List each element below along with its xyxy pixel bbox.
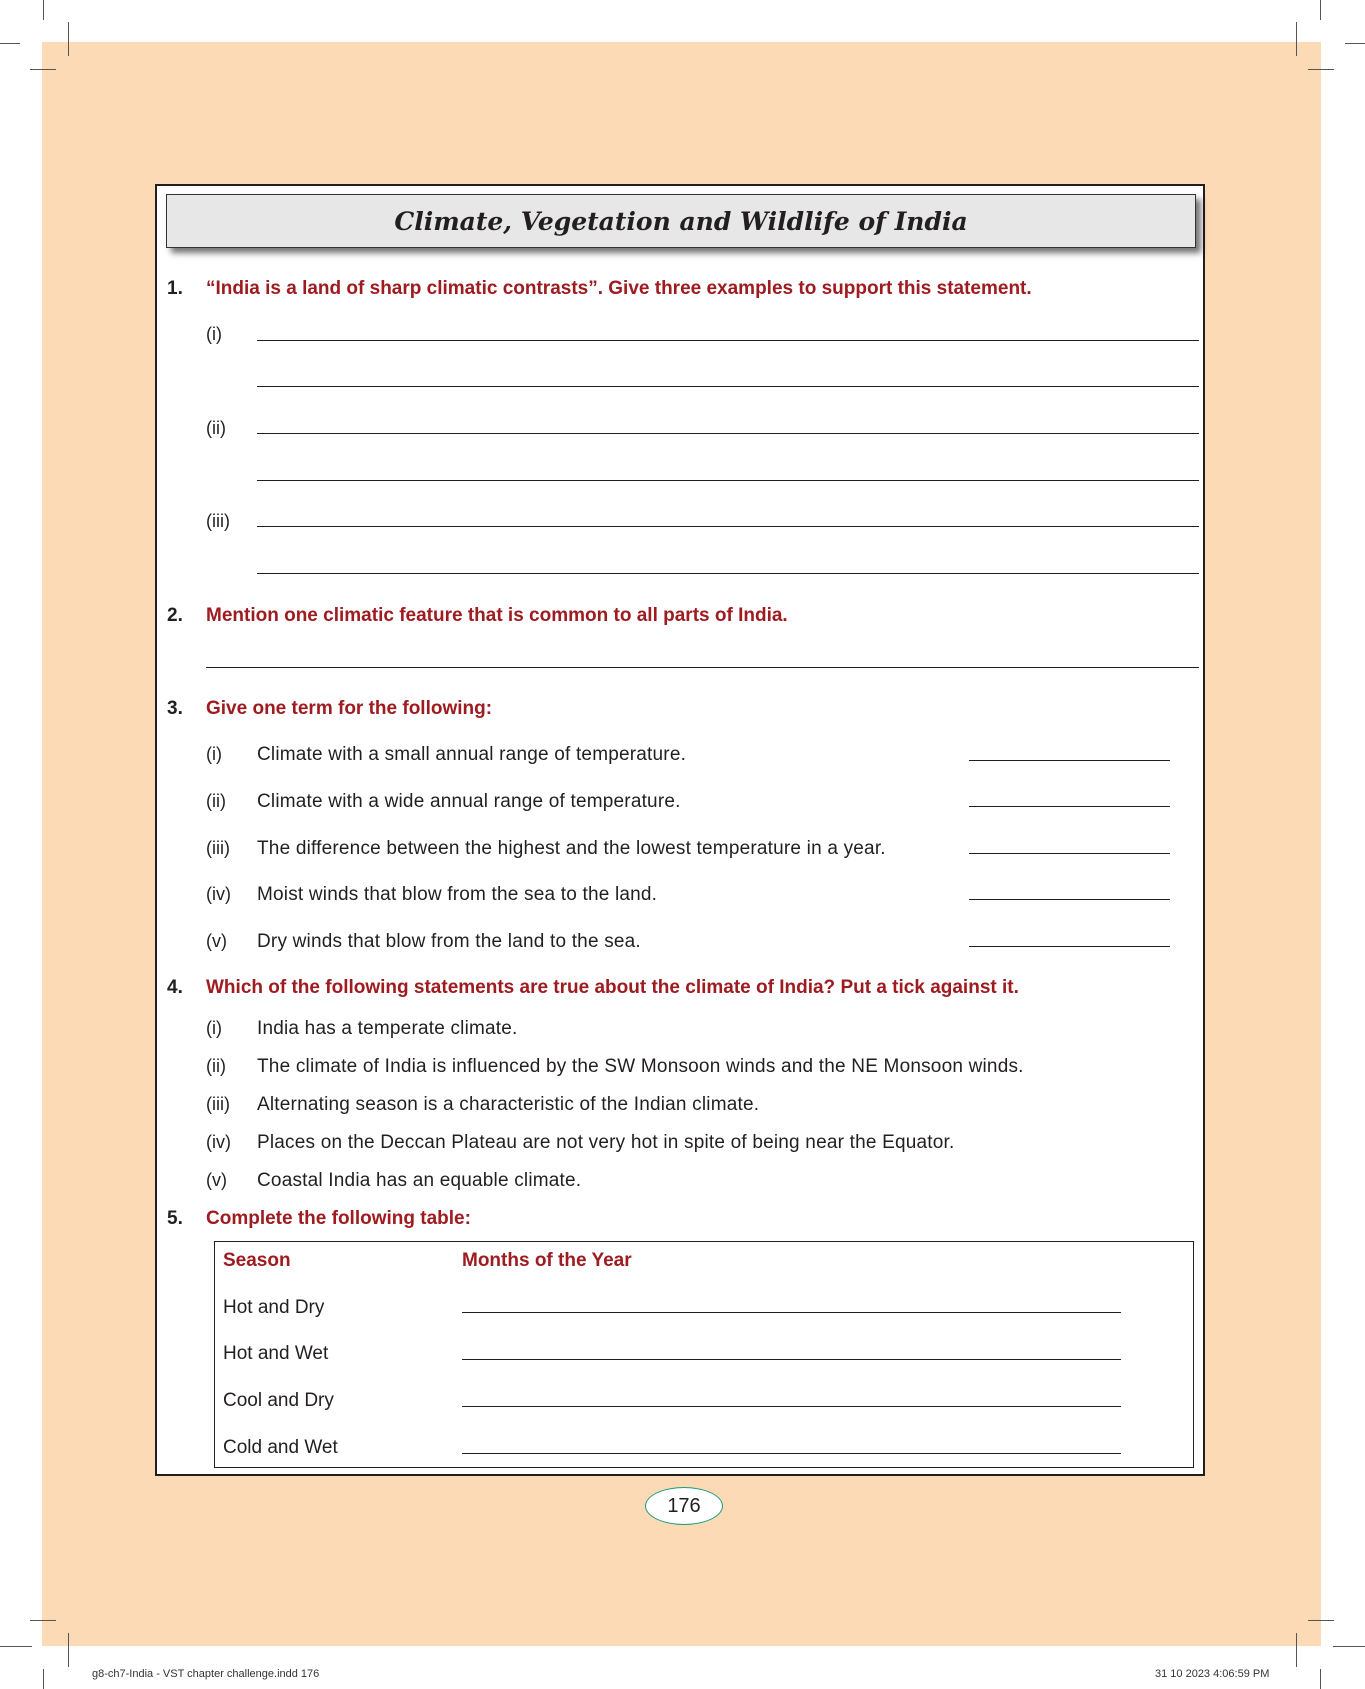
q3-item-roman: (ii) xyxy=(206,791,226,811)
answer-line[interactable] xyxy=(462,1359,1121,1360)
crop-mark xyxy=(0,1646,32,1647)
crop-mark xyxy=(30,69,56,70)
slug-timestamp: 31 10 2023 4:06:59 PM xyxy=(1155,1668,1270,1680)
q2-question: Mention one climatic feature that is common to all parts of India. xyxy=(206,605,788,626)
table-row-season: Cool and Dry xyxy=(223,1390,334,1411)
crop-mark xyxy=(1320,0,1321,20)
q5-number: 5. xyxy=(167,1208,183,1229)
crop-mark xyxy=(1296,22,1297,56)
q4-question: Which of the following statements are true about the climate of India? Put a tick against it. xyxy=(206,977,1019,998)
answer-line[interactable] xyxy=(257,573,1199,574)
q4-statement[interactable]: Alternating season is a characteristic of the Indian climate. xyxy=(257,1094,760,1115)
q4-item-roman: (ii) xyxy=(206,1056,226,1076)
answer-line[interactable] xyxy=(462,1406,1121,1407)
q4-statement[interactable]: India has a temperate climate. xyxy=(257,1018,518,1039)
answer-line[interactable] xyxy=(257,340,1199,341)
q4-statement[interactable]: Places on the Deccan Plateau are not very hot in spite of being near the Equator. xyxy=(257,1132,955,1153)
q1-question: “India is a land of sharp climatic contrasts”. Give three examples to support this statement. xyxy=(206,278,1032,299)
page-number: 176 xyxy=(667,1494,701,1517)
q3-item-text: The difference between the highest and the lowest temperature in a year. xyxy=(257,838,886,859)
q4-item-roman: (v) xyxy=(206,1170,227,1190)
answer-line[interactable] xyxy=(969,946,1170,947)
q1-part-label: (i) xyxy=(206,324,222,344)
q3-item-text: Climate with a small annual range of temperature. xyxy=(257,744,687,765)
answer-line[interactable] xyxy=(206,667,1199,668)
q4-item-roman: (i) xyxy=(206,1018,222,1038)
answer-line[interactable] xyxy=(462,1453,1121,1454)
crop-mark xyxy=(30,1620,56,1621)
q4-item-roman: (iv) xyxy=(206,1132,231,1152)
q2-number: 2. xyxy=(167,605,183,626)
crop-mark xyxy=(1333,1646,1365,1647)
table-header-months: Months of the Year xyxy=(462,1250,632,1271)
q1-number: 1. xyxy=(167,278,183,299)
page-title: Climate, Vegetation and Wildlife of India xyxy=(394,206,968,236)
q4-number: 4. xyxy=(167,977,183,998)
q5-question: Complete the following table: xyxy=(206,1208,471,1229)
q4-statement[interactable]: The climate of India is influenced by the SW Monsoon winds and the NE Monsoon winds. xyxy=(257,1056,1024,1077)
crop-mark xyxy=(43,0,44,20)
q3-item-text: Climate with a wide annual range of temperature. xyxy=(257,791,681,812)
answer-line[interactable] xyxy=(257,433,1199,434)
crop-mark xyxy=(0,43,20,44)
q1-part-label: (iii) xyxy=(206,511,230,531)
crop-mark xyxy=(1308,69,1334,70)
table-row-season: Cold and Wet xyxy=(223,1437,338,1458)
table-row-season: Hot and Wet xyxy=(223,1343,329,1364)
slug-filename: g8-ch7-India - VST chapter challenge.indd 176 xyxy=(92,1668,320,1680)
q3-item-text: Moist winds that blow from the sea to the land. xyxy=(257,884,658,905)
q4-statement[interactable]: Coastal India has an equable climate. xyxy=(257,1170,582,1191)
q3-item-roman: (v) xyxy=(206,931,227,951)
title-banner xyxy=(166,194,1196,248)
answer-line[interactable] xyxy=(257,386,1199,387)
page-number-badge xyxy=(645,1487,723,1525)
q3-number: 3. xyxy=(167,698,183,719)
q3-item-roman: (iii) xyxy=(206,838,230,858)
q1-part-label: (ii) xyxy=(206,418,226,438)
q3-item-roman: (i) xyxy=(206,744,222,764)
answer-line[interactable] xyxy=(969,853,1170,854)
crop-mark xyxy=(68,22,69,56)
crop-mark xyxy=(1320,1669,1321,1689)
crop-mark xyxy=(1296,1633,1297,1667)
q4-item-roman: (iii) xyxy=(206,1094,230,1114)
answer-line[interactable] xyxy=(462,1312,1121,1313)
crop-mark xyxy=(68,1633,69,1667)
table-row-season: Hot and Dry xyxy=(223,1297,325,1318)
answer-line[interactable] xyxy=(257,480,1199,481)
answer-line[interactable] xyxy=(969,806,1170,807)
q3-question: Give one term for the following: xyxy=(206,698,493,719)
answer-line[interactable] xyxy=(969,760,1170,761)
answer-line[interactable] xyxy=(969,899,1170,900)
q3-item-roman: (iv) xyxy=(206,884,231,904)
table-header-season: Season xyxy=(223,1250,291,1271)
crop-mark xyxy=(43,1669,44,1689)
crop-mark xyxy=(1345,43,1365,44)
answer-line[interactable] xyxy=(257,526,1199,527)
q3-item-text: Dry winds that blow from the land to the sea. xyxy=(257,931,641,952)
crop-mark xyxy=(1308,1620,1334,1621)
season-table xyxy=(214,1241,1194,1468)
